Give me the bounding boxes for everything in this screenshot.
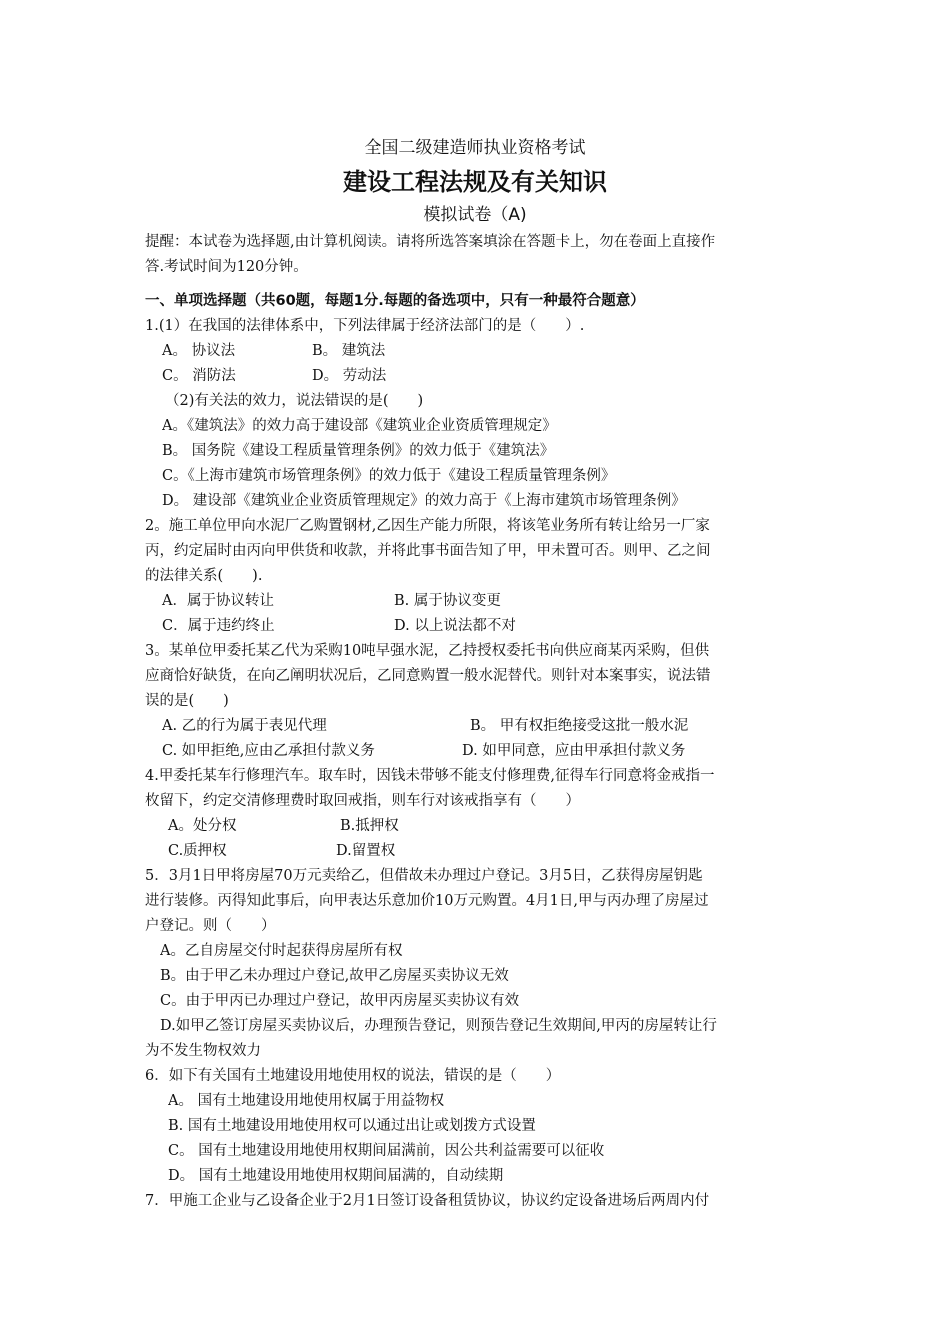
answer-option: C。 国有土地建设用地使用权期间届满前，因公共利益需要可以征收 <box>168 1143 605 1159</box>
question-stem: 1.(1）在我国的法律体系中，下列法律属于经济法部门的是（ ）. <box>145 318 585 334</box>
answer-option: A。处分权 <box>168 818 237 834</box>
question-stem: 3。某单位甲委托某乙代为采购10吨早强水泥，乙持授权委托书向供应商某丙采购，但供 <box>145 643 710 659</box>
answer-option: C．属于违约终止 <box>162 618 275 634</box>
exam-title: 建设工程法规及有关知识 <box>343 168 607 196</box>
answer-option: A．属于协议转让 <box>162 593 274 609</box>
answer-option: C。由于甲丙已办理过户登记，故甲丙房屋买卖协议有效 <box>160 993 520 1009</box>
question-stem: 7．甲施工企业与乙设备企业于2月1日签订设备租赁协议，协议约定设备进场后两周内付 <box>145 1193 710 1209</box>
question-stem: 枚留下，约定交清修理费时取回戒指，则车行对该戒指享有（ ） <box>145 793 580 809</box>
question-stem: 6．如下有关国有土地建设用地使用权的说法，错误的是（ ） <box>145 1068 561 1084</box>
answer-option: D。 建设部《建筑业企业资质管理规定》的效力高于《上海市建筑市场管理条例》 <box>162 493 686 509</box>
question-stem: 应商恰好缺货，在向乙阐明状况后，乙同意购置一般水泥替代。则针对本案事实，说法错 <box>145 668 711 684</box>
answer-option: D.如甲乙签订房屋买卖协议后，办理预告登记，则预告登记生效期间,甲丙的房屋转让行 <box>160 1018 717 1034</box>
section-heading: 一、单项选择题（共60题，每题1分.每题的备选项中，只有一种最符合题意） <box>145 293 645 309</box>
answer-option: B。由于甲乙未办理过户登记,故甲乙房屋买卖协议无效 <box>160 968 509 984</box>
answer-option: 为不发生物权效力 <box>145 1043 261 1059</box>
notice-line: 提醒：本试卷为选择题,由计算机阅读。请将所选答案填涂在答题卡上，勿在卷面上直接作 <box>145 234 716 250</box>
answer-option: B。 国务院《建设工程质量管理条例》的效力低于《建筑法》 <box>162 443 555 459</box>
answer-option: B。 甲有权拒绝接受这批一般水泥 <box>470 718 689 734</box>
answer-option: A。《建筑法》的效力高于建设部《建筑业企业资质管理规定》 <box>162 418 557 434</box>
question-stem: 4.甲委托某车行修理汽车。取车时，因钱未带够不能支付修理费,征得车行同意将金戒指一 <box>145 768 715 784</box>
notice-line: 答.考试时间为120分钟。 <box>145 259 308 275</box>
question-stem: 5．3月1日甲将房屋70万元卖给乙，但借故未办理过户登记。3月5日，乙获得房屋钥匙 <box>145 868 703 884</box>
question-stem: 户登记。则（ ） <box>145 918 276 934</box>
answer-option: D. 以上说法都不对 <box>394 618 516 634</box>
answer-option: A。 国有土地建设用地使用权属于用益物权 <box>168 1093 445 1109</box>
exam-header: 全国二级建造师执业资格考试 <box>364 138 586 158</box>
answer-option: A. 乙的行为属于表见代理 <box>162 718 327 734</box>
question-stem: 误的是( ) <box>145 693 229 709</box>
answer-option: B.抵押权 <box>340 818 399 834</box>
answer-option: C。《上海市建筑市场管理条例》的效力低于《建设工程质量管理条例》 <box>162 468 616 484</box>
answer-option: C. 如甲拒绝,应由乙承担付款义务 <box>162 743 375 759</box>
answer-option: B. 属于协议变更 <box>394 593 501 609</box>
question-stem: 丙，约定届时由丙向甲供货和收款，并将此事书面告知了甲，甲未置可否。则甲、乙之间 <box>145 543 711 559</box>
question-stem: 2。施工单位甲向水泥厂乙购置钢材,乙因生产能力所限，将该笔业务所有转让给另一厂家 <box>145 518 710 534</box>
answer-option: D。 国有土地建设用地使用权期间届满的，自动续期 <box>168 1168 504 1184</box>
answer-option: C.质押权 <box>168 843 227 859</box>
answer-option: A。乙自房屋交付时起获得房屋所有权 <box>160 943 403 959</box>
question-stem: （2)有关法的效力，说法错误的是( ) <box>165 393 424 409</box>
answer-option: B。 建筑法 <box>312 343 386 359</box>
answer-option: A。 协议法 <box>162 343 236 359</box>
answer-option: D. 如甲同意，应由甲承担付款义务 <box>462 743 686 759</box>
question-stem: 进行装修。丙得知此事后，向甲表达乐意加价10万元购置。4月1日,甲与丙办理了房屋过 <box>145 893 709 909</box>
answer-option: B. 国有土地建设用地使用权可以通过出让或划拨方式设置 <box>168 1118 536 1134</box>
question-stem: 的法律关系( ). <box>145 568 263 584</box>
exam-subtitle: 模拟试卷（A) <box>423 205 527 225</box>
answer-option: D。 劳动法 <box>312 368 387 384</box>
answer-option: D.留置权 <box>336 843 396 859</box>
answer-option: C。 消防法 <box>162 368 236 384</box>
